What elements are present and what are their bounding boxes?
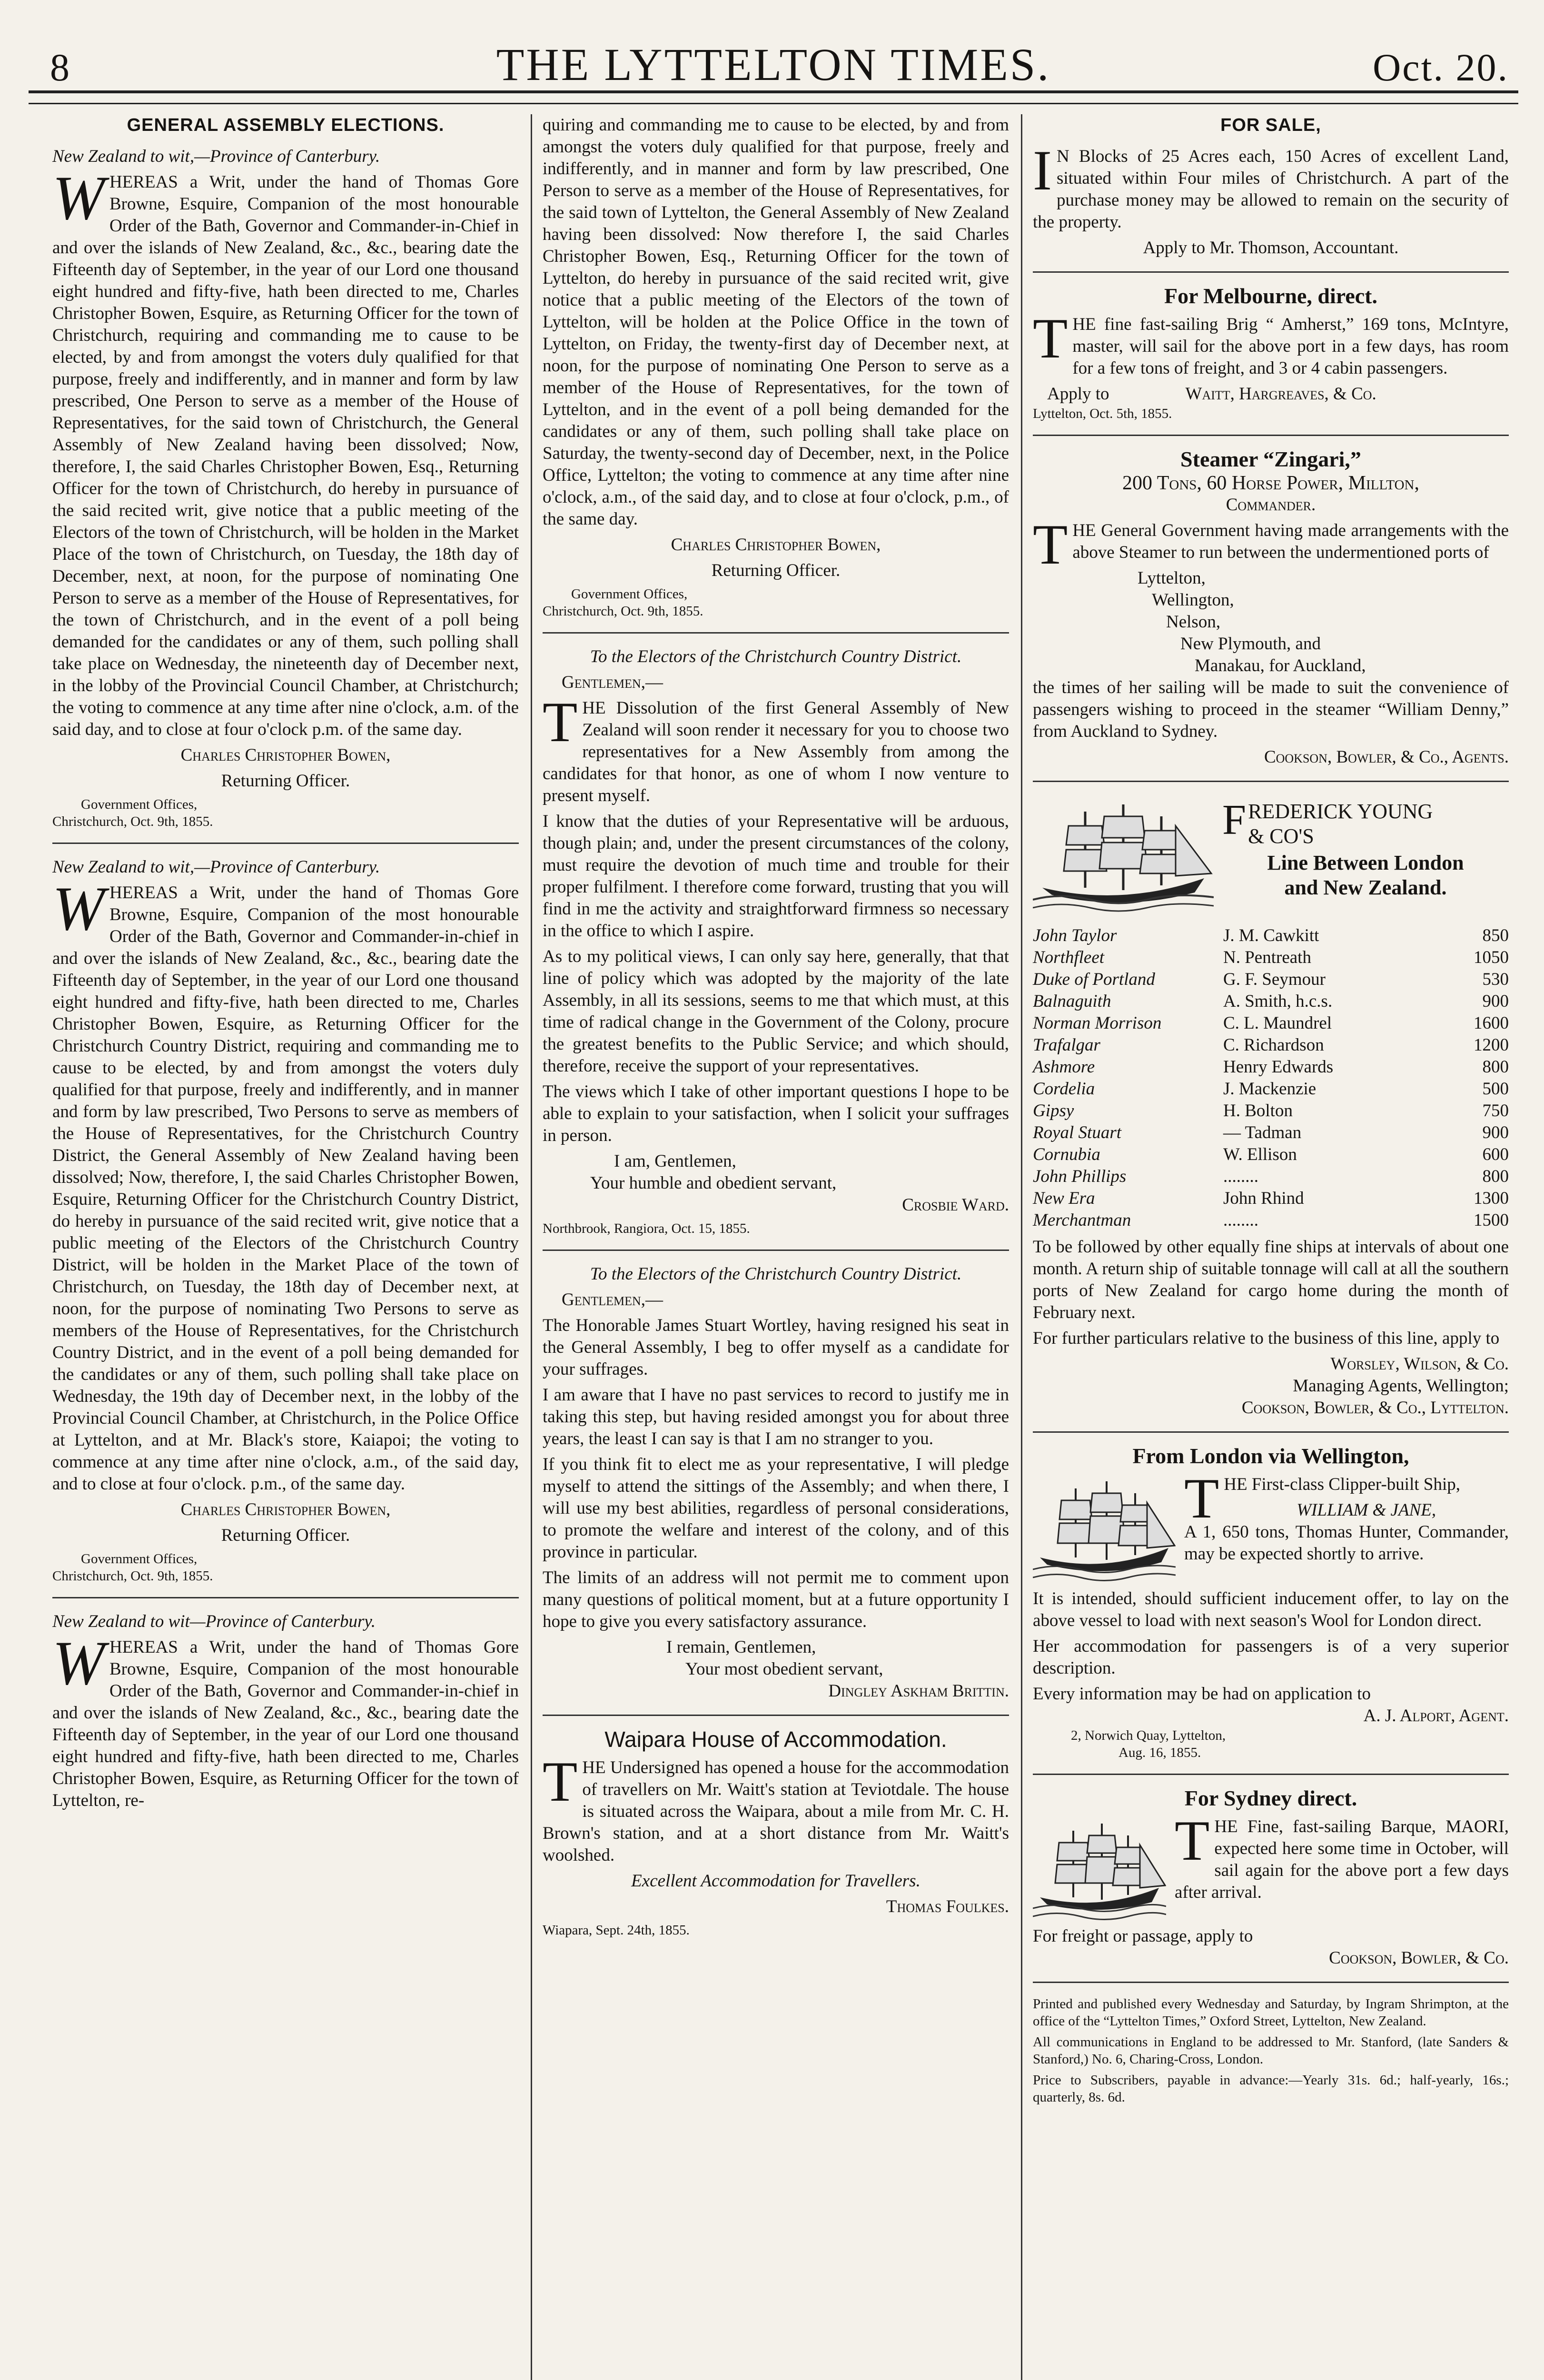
drop-cap: T xyxy=(1033,307,1068,370)
imprint xyxy=(1033,1995,1509,2106)
ship-name: Balnaguith xyxy=(1033,992,1111,1011)
ship-name: John Taylor xyxy=(1033,926,1117,945)
ship-row xyxy=(1033,947,1509,969)
drop-cap: W xyxy=(52,873,105,943)
notice-date: Christchurch, Oct. 9th, 1855. xyxy=(52,1568,213,1584)
column-3 xyxy=(1033,114,1509,2110)
ship-row xyxy=(1033,1078,1509,1100)
advert-wellington xyxy=(1033,1445,1509,1761)
advert-body: It is intended, should sufficient inducement offer, to lay on the above vessel to load with next season's Wool for London direct. xyxy=(1033,1589,1509,1630)
notice-signature: Charles Christopher Bowen, xyxy=(180,745,391,765)
advert-agents: Cookson, Bowler, & Co., Lyttelton. xyxy=(1241,1398,1509,1418)
advert-date: Aug. 16, 1855. xyxy=(1118,1745,1201,1760)
issue-date: Oct. 20. xyxy=(1373,46,1509,89)
ship-row xyxy=(1033,969,1509,991)
notice-place: Government Offices, xyxy=(81,797,198,812)
port-item: New Plymouth, and xyxy=(1180,634,1321,654)
advert-agents: Worsley, Wilson, & Co. xyxy=(1330,1354,1509,1374)
advert-apply: Apply to Waitt, Hargreaves, & Co. xyxy=(1047,384,1376,404)
ship-row xyxy=(1033,1210,1509,1231)
notice-body-continued: quiring and commanding me to cause to be elected, by and from amongst the voters duly qualified for that purpose, freely and indifferently, and in manner and form by law prescribed, One Person to serve as a member of the House of Representatives, for the said town of Lyttelton, the General Assembly of New Zealand having been dissolved: Now therefore I, the said Charles Christopher Bowen, Esq., Returning Officer for the town of Lyttelton, do hereby in pursuance of the said recited writ, give notice that a public meeting of the Electors of the town of Lyttelton, will be holden at the Police Office in the town of Lyttelton, on Friday, the twenty-first day of December next, at noon, for the purpose of nominating One Person to serve as a member of the House of Representatives, for the town of Lyttelton, and in the event of a poll being demanded for the candidates or any of them, such polling shall take place on Saturday, the twenty-second day of December, next, in the Police Office, Lyttelton; the voting to commence at any time after nine o'clock, a.m., of the said day, and to close at four o'clock, p.m., of the same day. xyxy=(543,115,1009,529)
address-paragraph: The views which I take of other important questions I hope to be able to explain to your satisfaction, when I solicit your suffrages in person. xyxy=(543,1082,1009,1145)
section-divider xyxy=(52,1597,519,1598)
ship-tonnage: 1050 xyxy=(1474,948,1509,967)
drop-cap: F xyxy=(1222,796,1247,843)
ship-master: — Tadman xyxy=(1223,1123,1302,1142)
ship-master: Henry Edwards xyxy=(1223,1057,1334,1077)
sailing-ship-icon xyxy=(1033,1477,1176,1586)
advert-melbourne xyxy=(1033,285,1509,422)
ship-tonnage: 500 xyxy=(1482,1079,1509,1099)
ship-tonnage: 900 xyxy=(1482,1123,1509,1142)
ship-row xyxy=(1033,1166,1509,1188)
ship-name: Merchantman xyxy=(1033,1210,1131,1230)
ship-name: Cordelia xyxy=(1033,1079,1095,1099)
notice-body: WHEREAS a Writ, under the hand of Thomas Gore Browne, Esquire, Companion of the most honourable Order of the Bath, Governor and Commander-in-chief in and over the islands of New Zealand, &c., &c., bearing date the Fifteenth day of September, in the year of our Lord one thousand eight hundred and fifty-five, hath been directed to me, Charles Christopher Bowen, Esquire, as Returning Officer for the Christchurch Country District, requiring and commanding me to cause to be elected, by and from amongst the voters duly qualified for that purpose, freely and indifferently, and in manner and form by law prescribed, Two Persons to serve as members of the House of Representatives, for the Christchurch Country District, the General Assembly of New Zealand having been dissolved; Now, therefore, I, the said Charles Christopher Bowen, Esquire, Returning Officer for the Christchurch Country District, do hereby in pursuance of the said recited writ, give notice that a public meeting of the Electors of the Christchurch Country District, will be holden in the Market Place of the town of Christchurch, on Tuesday, the 18th day of December next, at noon, for the purpose of nominating Two Persons to serve as members of the House of Representatives, for the Christchurch Country District, and in the event of a poll being demanded for the candidates or any of them, such polling shall take place on Wednesday, the 19th day of December next, in the lobby of the Provincial Council Chamber, at Christchurch, in the Police Office at Lyttelton, and at Mr. Black's store, Kaiapoi; the voting to commence at any time after nine o'clock, a.m., of the said day, and to close at four o'clock. p.m., of the same day. xyxy=(52,873,519,1494)
address-closing: I remain, Gentlemen, xyxy=(666,1637,816,1657)
advert-body: THE Undersigned has opened a house for the accommodation of travellers on Mr. Waitt's station at Teviotdale. The house is situated across the Waipara, about a mile from Mr. C. H. Brown's station, and at a short distance from Mr. Waitt's woolshed. xyxy=(543,1750,1009,1865)
notice-body: WHEREAS a Writ, under the hand of Thomas Gore Browne, Esquire, Companion of the most honourable Order of the Bath, Governor and Commander-in-Chief in and over the islands of New Zealand, &c., &c., bearing date the Fifteenth day of September, in the year of our Lord one thousand eight hundred and fifty-five, hath been directed to me, Charles Christopher Bowen, Esquire, as Returning Officer for the town of Christchurch, requiring and commanding me to cause to be elected, by and from amongst the voters duly qualified for that purpose, freely and indifferently, and in manner and form by law prescribed, One Person to serve as a member of the House of Representatives, for the said town of Christchurch, the General Assembly of New Zealand having been dissolved; Now, therefore, I, the said Charles Christopher Bowen, Esq., Returning Officer for the town of Christchurch, do hereby in pursuance of the said recited writ, give notice that a public meeting of the Electors of the town of Christchurch, will be holden in the Market Place of the town of Christchurch, on Tuesday, the 18th day of December, next, at noon, for the purpose of nominating One Person to serve as a member of the House of Representatives, for the town of Christchurch, and in the event of a poll being demanded for the candidates or any of them, such polling shall take place on Wednesday, the nineteenth day of December next, in the lobby of the Provincial Council Chamber, at Christchurch; the voting to commence at any time after nine o'clock, a.m. of the said day, and to close at four o'clock p.m. of the same day. xyxy=(52,163,519,739)
page-header xyxy=(29,19,1518,90)
ship-master: A. Smith, h.c.s. xyxy=(1223,992,1333,1011)
address-place: Northbrook, Rangiora, Oct. 15, 1855. xyxy=(543,1221,750,1236)
ship-master: H. Bolton xyxy=(1223,1101,1293,1121)
address-salutation: Gentlemen,— xyxy=(562,1290,663,1309)
address-heading: To the Electors of the Christchurch Country District. xyxy=(590,1264,962,1284)
drop-cap: T xyxy=(1184,1467,1219,1530)
address-paragraph: As to my political views, I can only say here, generally, that that line of policy which was adopted by the majority of the late Assembly, in all its sessions, seems to me that which must, at this time of radical change in the Government of the Colony, procure the greatest benefits to the Public Service; and which should, therefore, receive the support of your representatives. xyxy=(543,947,1009,1076)
advert-agents: Cookson, Bowler, & Co. xyxy=(1329,1948,1509,1968)
sailing-ship-icon xyxy=(1033,1819,1166,1924)
column-2 xyxy=(543,114,1009,1943)
drop-cap: W xyxy=(52,1628,105,1698)
notice-date: Christchurch, Oct. 9th, 1855. xyxy=(52,814,213,829)
notice-place: Government Offices, xyxy=(81,1551,198,1567)
ship-master: J. M. Cawkitt xyxy=(1223,926,1319,945)
ship-row xyxy=(1033,1188,1509,1210)
notice-signature-title: Returning Officer. xyxy=(711,561,841,580)
advert-subheading: 200 Tons, 60 Horse Power, Millton, xyxy=(1122,472,1419,494)
advert-body: THE Fine, fast-sailing Barque, MAORI, expected here some time in October, will sail again for the above port a few days after arrival. xyxy=(1175,1809,1509,1902)
port-item: Manakau, for Auckland, xyxy=(1195,656,1366,675)
address-closing: Your humble and obedient servant, xyxy=(590,1173,837,1193)
section-divider xyxy=(52,843,519,844)
ship-master: N. Pentreath xyxy=(1223,948,1311,967)
notice-intro: New Zealand to wit,—Province of Canterbury. xyxy=(52,147,380,166)
advert-heading: From London via Wellington, xyxy=(1132,1444,1409,1468)
address-brittin xyxy=(543,1263,1009,1702)
column-divider xyxy=(1021,114,1022,2380)
address-paragraph: THE Dissolution of the first General Assembly of New Zealand will soon render it necessary for you to choose two representatives for a New Assembly from among the candidates for that honor, as one of whom I now venture to present myself. xyxy=(543,690,1009,805)
notice-lyttelton-continued xyxy=(543,114,1009,620)
ship-tonnage: 750 xyxy=(1482,1101,1509,1121)
section-divider xyxy=(1033,1431,1509,1433)
ship-tonnage: 1500 xyxy=(1474,1210,1509,1230)
notice-signature-title: Returning Officer. xyxy=(221,771,350,791)
drop-cap: T xyxy=(543,690,578,754)
imprint-text: Printed and published every Wednesday and Saturday, by Ingram Shrimpton, at the office of the “Lyttelton Times,” Oxford Street, Lyttelton, New Zealand. xyxy=(1033,1996,1509,2029)
address-crosbie-ward xyxy=(543,646,1009,1237)
advert-heading: FOR SALE, xyxy=(1220,115,1321,135)
ship-row xyxy=(1033,1144,1509,1166)
advert-heading: & CO'S xyxy=(1248,824,1314,848)
advert-for-sale xyxy=(1033,114,1509,259)
address-paragraph: If you think fit to elect me as your representative, I will pledge myself to attend the sittings of the Assembly; and when there, I will use my best abilities, regardless of personal considerations, to promote the welfare and interest of the colony, and of this province in particular. xyxy=(543,1455,1009,1562)
advert-place-date: Wiapara, Sept. 24th, 1855. xyxy=(543,1923,690,1938)
port-item: Lyttelton, xyxy=(1138,568,1206,588)
ship-master: J. Mackenzie xyxy=(1223,1079,1316,1099)
advert-apply: Apply to Mr. Thomson, Accountant. xyxy=(1143,238,1399,258)
advert-zingari xyxy=(1033,448,1509,768)
section-heading-elections: GENERAL ASSEMBLY ELECTIONS. xyxy=(127,115,445,135)
advert-sydney xyxy=(1033,1787,1509,1969)
advert-body: Her accommodation for passengers is of a very superior description. xyxy=(1033,1636,1509,1678)
advert-body: THE fine fast-sailing Brig “ Amherst,” 169 tons, McIntyre, master, will sail for the above port in a few days, has room for a few tons of freight, and 3 or 4 cabin passengers. xyxy=(1033,307,1509,378)
port-item: Wellington, xyxy=(1152,590,1234,610)
imprint-text: All communications in England to be addressed to Mr. Stanford, (late Sanders & Stanford,) No. 6, Charing-Cross, London. xyxy=(1033,2034,1509,2067)
ship-row xyxy=(1033,1012,1509,1034)
advert-heading: Waipara House of Accommodation. xyxy=(604,1727,947,1752)
advert-heading: Line Between London xyxy=(1267,851,1464,874)
ship-master: W. Ellison xyxy=(1223,1145,1297,1164)
ship-master: ........ xyxy=(1223,1167,1258,1186)
advert-heading: For Sydney direct. xyxy=(1184,1786,1357,1810)
advert-waipara xyxy=(543,1728,1009,1939)
page-number: 8 xyxy=(50,46,69,89)
advert-apply: For freight or passage, apply to xyxy=(1033,1926,1253,1946)
section-divider xyxy=(543,632,1009,634)
address-paragraph: The Honorable James Stuart Wortley, having resigned his seat in the General Assembly, I beg to offer myself as a candidate for your suffrages. xyxy=(543,1316,1009,1379)
ship-row xyxy=(1033,991,1509,1012)
advert-body: For further particulars relative to the business of this line, apply to xyxy=(1033,1329,1500,1348)
advert-heading: FREDERICK YOUNG xyxy=(1222,796,1433,843)
advert-address: 2, Norwich Quay, Lyttelton, xyxy=(1071,1728,1226,1743)
ship-name: Duke of Portland xyxy=(1033,970,1155,989)
advert-agents: Managing Agents, Wellington; xyxy=(1293,1376,1509,1396)
section-divider xyxy=(1033,781,1509,782)
section-divider xyxy=(1033,1982,1509,1983)
notice-signature-title: Returning Officer. xyxy=(221,1526,350,1545)
address-heading: To the Electors of the Christchurch Country District. xyxy=(590,647,962,666)
notice-date: Christchurch, Oct. 9th, 1855. xyxy=(543,604,703,619)
ship-name: Gipsy xyxy=(1033,1101,1074,1121)
drop-cap: T xyxy=(1033,513,1068,576)
advert-place-date: Lyttelton, Oct. 5th, 1855. xyxy=(1033,406,1172,421)
ship-name: Trafalgar xyxy=(1033,1035,1100,1055)
advert-body: THE First-class Clipper-built Ship, xyxy=(1184,1467,1460,1530)
address-signature: Crosbie Ward. xyxy=(902,1195,1009,1215)
section-divider xyxy=(543,1715,1009,1716)
section-divider xyxy=(543,1250,1009,1251)
advert-agent: A. J. Alport, Agent. xyxy=(1363,1706,1509,1726)
advert-heading: and New Zealand. xyxy=(1284,876,1447,899)
ship-master: C. Richardson xyxy=(1223,1035,1324,1055)
notice-lyttelton xyxy=(52,1611,519,1812)
notice-christchurch-town xyxy=(52,146,519,830)
ship-master: John Rhind xyxy=(1223,1189,1304,1208)
sailing-ship-icon xyxy=(1033,797,1214,916)
ship-row xyxy=(1033,1056,1509,1078)
ship-list-table xyxy=(1033,925,1509,1231)
advert-body: A 1, 650 tons, Thomas Hunter, Commander, may be expected shortly to arrive. xyxy=(1184,1522,1509,1564)
ship-tonnage: 530 xyxy=(1482,970,1509,989)
masthead-title: THE LYTTELTON TIMES. xyxy=(496,39,1051,90)
address-paragraph: I am aware that I have no past services to record to justify me in taking this step, but having resided amongst you for about three years, the least I can say is that I am no stranger to you. xyxy=(543,1385,1009,1448)
ship-master: ........ xyxy=(1223,1210,1258,1230)
advert-heading: Steamer “Zingari,” xyxy=(1180,447,1361,471)
header-double-rule xyxy=(29,90,1518,104)
column-1 xyxy=(52,114,519,1815)
advert-agents: Cookson, Bowler, & Co., Agents. xyxy=(1264,747,1509,767)
advert-body: I N Blocks of 25 Acres each, 150 Acres of excellent Land, situated within Four miles of Christchurch. A part of the purchase money may be allowed to remain on the security of the property. xyxy=(1033,139,1509,232)
ship-master: G. F. Seymour xyxy=(1223,970,1326,989)
section-divider xyxy=(1033,271,1509,273)
ship-name: John Phillips xyxy=(1033,1167,1127,1186)
advert-frederick-young xyxy=(1033,794,1509,1419)
drop-cap: T xyxy=(1175,1809,1210,1872)
notice-body: WHEREAS a Writ, under the hand of Thomas Gore Browne, Esquire, Companion of the most honourable Order of the Bath, Governor and Commander-in-chief in and over the islands of New Zealand, &c., &c., bearing date the Fifteenth day of September, in the year of our Lord one thousand eight hundred and fifty-five, hath been directed to me, Charles Christopher Bowen, Esquire, as Returning Officer for the town of Lyttelton, re- xyxy=(52,1628,519,1810)
ship-tonnage: 1300 xyxy=(1474,1189,1509,1208)
address-signature: Dingley Askham Brittin. xyxy=(828,1681,1009,1701)
section-divider xyxy=(1033,435,1509,436)
ship-name: Norman Morrison xyxy=(1033,1013,1162,1033)
ship-tonnage: 800 xyxy=(1482,1167,1509,1186)
column-divider xyxy=(531,114,532,2380)
imprint-text: Price to Subscribers, payable in advance:—Yearly 31s. 6d.; half-yearly, 16s.; quarterly, 8s. 6d. xyxy=(1033,2073,1509,2105)
notice-signature: Charles Christopher Bowen, xyxy=(180,1500,391,1519)
advert-body: the times of her sailing will be made to suit the convenience of passengers wishing to proceed in the steamer “William Denny,” from Auckland to Sydney. xyxy=(1033,678,1509,741)
ship-name: Royal Stuart xyxy=(1033,1123,1122,1142)
ship-tonnage: 600 xyxy=(1482,1145,1509,1164)
address-closing: Your most obedient servant, xyxy=(685,1659,883,1679)
drop-cap: T xyxy=(543,1750,578,1813)
notice-christchurch-country xyxy=(52,856,519,1585)
advert-signature: Thomas Foulkes. xyxy=(886,1897,1009,1916)
port-item: Nelson, xyxy=(1166,612,1221,632)
ship-tonnage: 850 xyxy=(1482,926,1509,945)
drop-cap: W xyxy=(52,163,105,233)
ship-tonnage: 900 xyxy=(1482,992,1509,1011)
ship-tonnage: 1200 xyxy=(1474,1035,1509,1055)
ship-row xyxy=(1033,1122,1509,1144)
advert-heading: For Melbourne, direct. xyxy=(1164,284,1377,308)
notice-place: Government Offices, xyxy=(571,586,688,602)
ship-row xyxy=(1033,1034,1509,1056)
ship-tonnage: 800 xyxy=(1482,1057,1509,1077)
ship-row xyxy=(1033,925,1509,947)
ship-name: WILLIAM & JANE, xyxy=(1297,1500,1436,1520)
ship-tonnage: 1600 xyxy=(1474,1013,1509,1033)
ship-master: C. L. Maundrel xyxy=(1223,1013,1332,1033)
drop-cap: I xyxy=(1033,139,1052,202)
address-salutation: Gentlemen,— xyxy=(562,673,663,692)
notice-signature: Charles Christopher Bowen, xyxy=(671,535,881,555)
notice-intro: New Zealand to wit—Province of Canterbury. xyxy=(52,1612,376,1631)
ship-name: New Era xyxy=(1033,1189,1095,1208)
address-closing: I am, Gentlemen, xyxy=(614,1151,736,1171)
advert-body: To be followed by other equally fine ships at intervals of about one month. A return ship of suitable tonnage will call at all the southern ports of New Zealand for cargo home during the month of February next. xyxy=(1033,1237,1509,1322)
ship-name: Ashmore xyxy=(1033,1057,1095,1077)
ship-name: Cornubia xyxy=(1033,1145,1100,1164)
ship-name: Northfleet xyxy=(1033,948,1105,967)
advert-body: THE General Government having made arrangements with the above Steamer to run between the undermentioned ports of xyxy=(1033,513,1509,576)
section-divider xyxy=(1033,1774,1509,1775)
advert-tagline: Excellent Accommodation for Travellers. xyxy=(631,1871,920,1891)
advert-body: Every information may be had on application to xyxy=(1033,1684,1371,1704)
advert-commander: Commander. xyxy=(1226,495,1316,515)
notice-intro: New Zealand to wit,—Province of Canterbury. xyxy=(52,857,380,877)
address-paragraph: The limits of an address will not permit me to comment upon many questions of political moment, but at a future opportunity I hope to give you every satisfactory assurance. xyxy=(543,1568,1009,1631)
address-paragraph: I know that the duties of your Representative will be arduous, though plain; and, under the present circumstances of the colony, must require the devotion of much time and trouble for their proper fulfilment. I therefore come forward, trusting that you will find in me the activity and straightforward firmness so necessary in the office to which I aspire. xyxy=(543,812,1009,941)
ship-row xyxy=(1033,1100,1509,1122)
